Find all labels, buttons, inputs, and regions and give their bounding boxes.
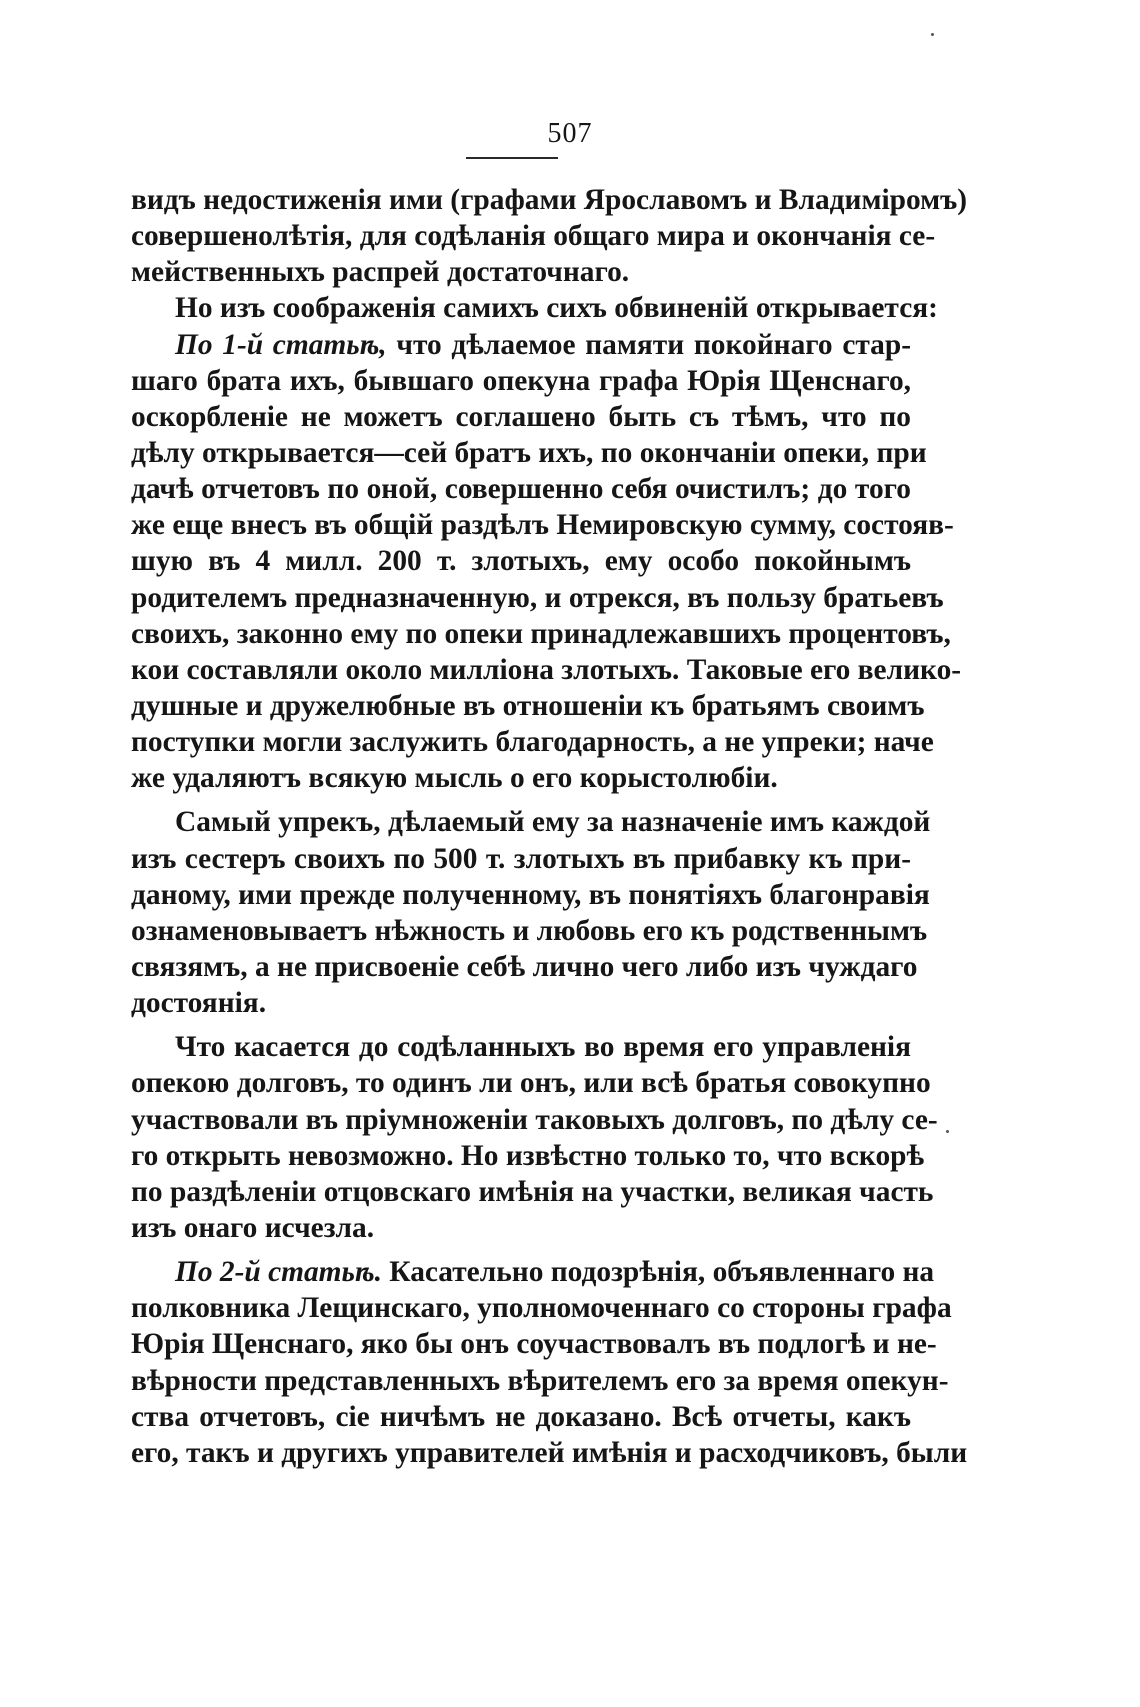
text-line: же еще внесъ въ общій раздѣлъ Немировскую сумму, состояв- [131, 509, 954, 542]
text-line: совершенолѣтія, для содѣланія общаго мира и окончанія се- [131, 220, 936, 253]
text-line: его, такъ и другихъ управителей имѣнія и расходчиковъ, были [131, 1436, 968, 1469]
text-line: Но изъ соображенія самихъ сихъ обвиненій открывается: [175, 292, 938, 325]
text-line: Что касается до содѣланныхъ во время его управленія [175, 1031, 911, 1064]
paragraph-2 [131, 290, 938, 326]
paragraph-gap [131, 1246, 911, 1254]
paragraph-5 [131, 1029, 938, 1246]
text-line: опекою долговъ, то одинъ ли онъ, или всѣ братья совокупно [131, 1067, 931, 1100]
text-line: душные и дружелюбные въ отношеніи къ братьямъ своимъ [131, 689, 925, 722]
page-number: 507 [547, 118, 593, 149]
page-number-rule [466, 157, 558, 159]
text-line: ознаменовываетъ нѣжность и любовь его къ родственнымъ [131, 914, 928, 947]
text-line: изъ онаго исчезла. [131, 1211, 375, 1244]
paragraph-6 [131, 1254, 968, 1471]
text-line: Самый упрекъ, дѣлаемый ему за назначеніе имъ каждой [175, 806, 931, 839]
text-line: видъ недостиженія ими (графами Ярославомъ и Владиміромъ) [131, 184, 968, 216]
text-line: мейственныхъ распрей достаточнаго. [131, 256, 630, 289]
text-line: дѣлу открывается—сей братъ ихъ, по окончаніи опеки, при [131, 436, 927, 469]
body-text [131, 182, 968, 1471]
text-line-with-heading [131, 327, 911, 363]
text-line: же удаляютъ всякую мысль о его корыстолюбіи. [131, 762, 778, 795]
text-line-with-heading [131, 1254, 935, 1290]
text-line: по раздѣленіи отцовскаго имѣнія на участки, великая часть [131, 1175, 934, 1208]
paragraph-4 [131, 804, 931, 1021]
text-line: го открыть невозможно. Но извѣстно только то, что вскорѣ [131, 1139, 925, 1172]
article-heading-2: По 2-й статьѣ. [175, 1256, 382, 1289]
paragraph-1 [131, 182, 968, 290]
text-line: Юрія Щенснаго, яко бы онъ соучаствовалъ въ подлогѣ и не- [131, 1328, 937, 1361]
paragraph-3 [131, 327, 962, 797]
text-fragment: что дѣлаемое памяти покойнаго стар- [386, 328, 912, 361]
text-line: связямъ, а не присвоеніе себѣ лично чего либо изъ чуждаго [131, 950, 918, 983]
paragraph-gap [131, 1021, 911, 1029]
article-heading-1: По 1-й статьѣ, [175, 328, 387, 361]
scan-speck [931, 33, 934, 36]
text-line: полковника Лещинскаго, уполномоченнаго со стороны графа [131, 1292, 952, 1325]
scan-speck [946, 1130, 949, 1133]
text-fragment: Касательно подозрѣнія, объявленнаго на [381, 1256, 935, 1289]
text-line: ства отчетовъ, сіе ничѣмъ не доказано. Всѣ отчеты, какъ [131, 1400, 911, 1433]
text-line: родителемъ предназначенную, и отрекся, въ пользу братьевъ [131, 581, 944, 614]
text-line: шаго брата ихъ, бывшаго опекуна графа Юрія Щенснаго, [131, 364, 911, 397]
text-line: изъ сестеръ своихъ по 500 т. злотыхъ въ прибавку къ при- [131, 842, 911, 875]
text-line: шую въ 4 милл. 200 т. злотыхъ, ему особо покойнымъ [131, 545, 911, 578]
text-line: поступки могли заслужить благодарность, а не упреки; наче [131, 726, 934, 759]
text-line: своихъ, законно ему по опеки принадлежавшихъ процентовъ, [131, 617, 951, 650]
text-line: дачѣ отчетовъ по оной, совершенно себя очистилъ; до того [131, 473, 911, 506]
paragraph-gap [131, 796, 911, 804]
text-line: даному, ими прежде полученному, въ понятіяхъ благонравія [131, 878, 930, 911]
text-line: достоянія. [131, 987, 267, 1020]
text-line: кои составляли около милліона злотыхъ. Таковые его велико- [131, 653, 962, 686]
text-line: оскорбленіе не можетъ соглашено быть съ тѣмъ, что по [131, 400, 911, 433]
text-line: участвовали въ пріумноженіи таковыхъ долговъ, по дѣлу се- [131, 1103, 938, 1136]
text-line: вѣрности представленныхъ вѣрителемъ его за время опекун- [131, 1364, 949, 1397]
